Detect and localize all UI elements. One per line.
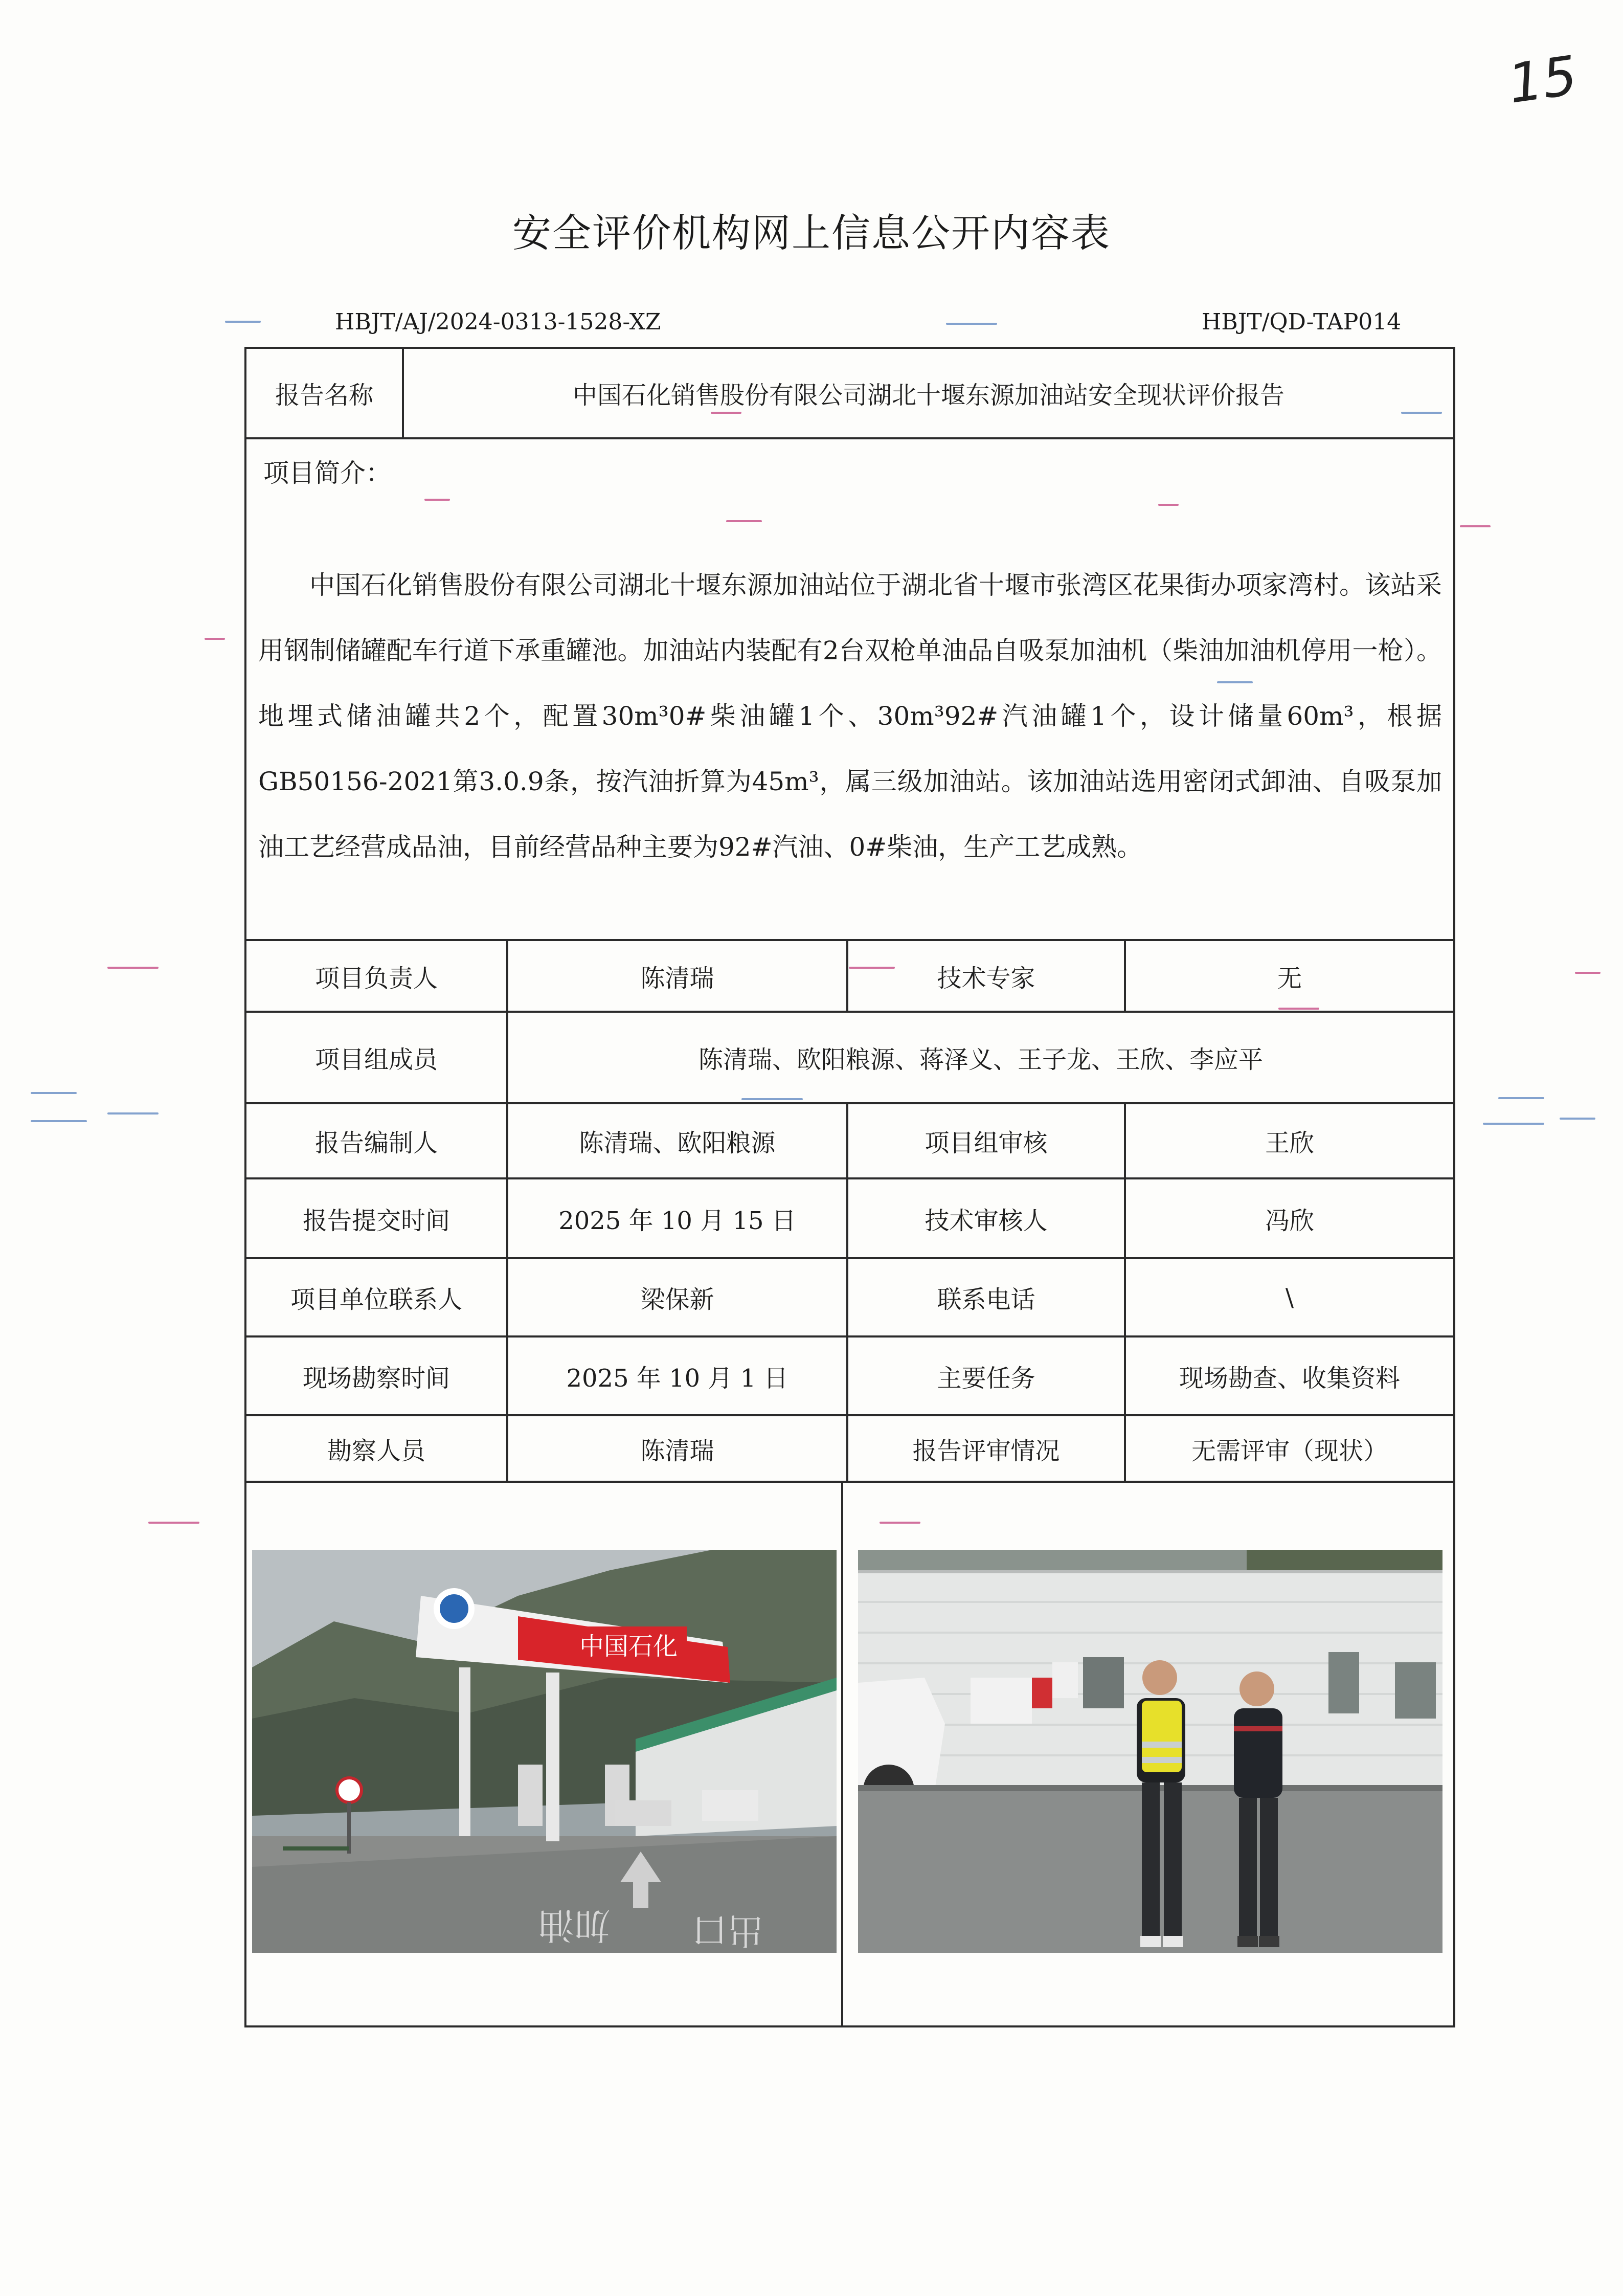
team-members-value: 陈清瑞、欧阳粮源、蒋泽义、王子龙、王欣、李应平: [698, 1045, 1263, 1074]
document-title: 安全评价机构网上信息公开内容表: [512, 210, 1111, 256]
report-name-label: 报告名称: [275, 381, 373, 410]
report-author-label: 报告编制人: [314, 1129, 438, 1157]
technical-reviewer-value: 冯欣: [1265, 1206, 1314, 1235]
road-marking-text-2: 出口: [692, 1909, 763, 1951]
technical-expert-value: 无: [1277, 964, 1302, 993]
team-review-label: 项目组审核: [925, 1129, 1048, 1157]
gas-station-photo: [252, 1550, 837, 1953]
report-name-value: 中国石化销售股份有限公司湖北十堰东源加油站安全现状评价报告: [572, 381, 1284, 410]
project-leader-label: 项目负责人: [314, 964, 438, 993]
sinopec-sign-text: 中国石化: [579, 1632, 678, 1661]
road-marking-text: 加油: [538, 1904, 610, 1946]
technical-expert-label: 技术专家: [937, 964, 1035, 993]
document-code-right: HBJT/QD-TAP014: [1202, 309, 1402, 335]
surveyor-value: 陈清瑞: [640, 1436, 714, 1465]
document-code-left: HBJT/AJ/2024-0313-1528-XZ: [335, 309, 661, 335]
review-status-label: 报告评审情况: [912, 1436, 1060, 1465]
page-number: 15: [1504, 44, 1581, 116]
project-leader-value: 陈清瑞: [640, 964, 714, 993]
phone-label: 联系电话: [937, 1285, 1035, 1314]
project-intro-text: 中国石化销售股份有限公司湖北十堰东源加油站位于湖北省十堰市张湾区花果街办项家湾村。该站采用钢制储罐配车行道下承重罐池。加油站内装配有2台双枪单油品自吸泵加油机（柴油加油机停用一枪）。地埋式储油罐共2个，配置30m³0#柴油罐1个、30m³92#汽油罐1个，设计储量60m³，根据GB50156-2021第3.0.9条，按汽油折算为45m³，属三级加油站。该加油站选用密闭式卸油、自吸泵加油工艺经营成品油，目前经营品种主要为92#汽油、0#柴油，生产工艺成熟。: [258, 570, 1442, 862]
submit-date-label: 报告提交时间: [302, 1206, 450, 1235]
client-contact-value: 梁保新: [640, 1285, 714, 1314]
main-task-label: 主要任务: [937, 1364, 1035, 1393]
phone-value: \: [1285, 1283, 1294, 1312]
team-review-value: 王欣: [1265, 1129, 1314, 1157]
survey-date-label: 现场勘察时间: [302, 1364, 450, 1393]
report-author-value: 陈清瑞、欧阳粮源: [579, 1129, 776, 1157]
surveyor-label: 勘察人员: [327, 1436, 425, 1465]
inspectors-photo: [858, 1550, 1442, 1953]
project-intro-label: 项目简介：: [263, 458, 391, 488]
client-contact-label: 项目单位联系人: [290, 1285, 462, 1314]
submit-date-value: 2025 年 10 月 15 日: [558, 1206, 796, 1235]
technical-reviewer-label: 技术审核人: [925, 1206, 1048, 1235]
survey-date-value: 2025 年 10 月 1 日: [566, 1364, 788, 1393]
main-task-value: 现场勘查、收集资料: [1179, 1364, 1400, 1393]
review-status-value: 无需评审（现状）: [1191, 1436, 1388, 1465]
team-members-label: 项目组成员: [314, 1045, 438, 1074]
